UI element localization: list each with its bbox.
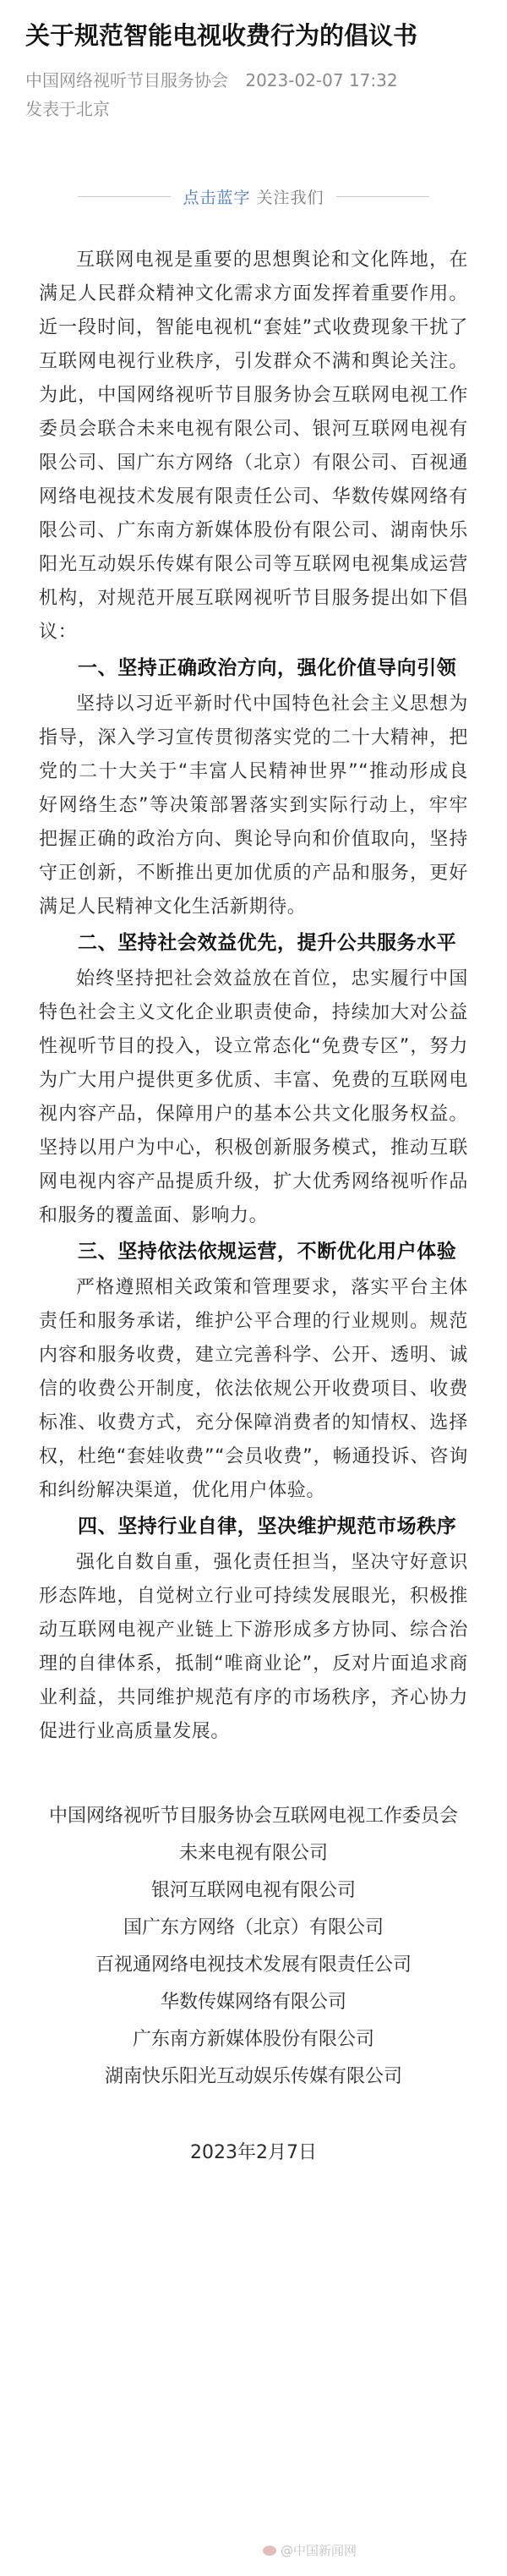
follow-action: 关注我们: [256, 188, 324, 207]
signatory: 中国网络视听节目服务协会互联网电视工作委员会: [48, 1806, 458, 1827]
section-heading-3: 三、坚持依法依规运营，不断优化用户体验: [78, 1241, 457, 1263]
article-title: 关于规范智能电视收费行为的倡议书: [25, 21, 418, 50]
article-time: 2023-02-07 17:32: [245, 70, 398, 90]
watermark: [263, 2541, 357, 2559]
watermark-text: @中国新闻网: [280, 2543, 357, 2558]
signatory: 国广东方网络（北京）有限公司: [123, 1917, 384, 1938]
signatory: 百视通网络电视技术发展有限责任公司: [95, 1954, 412, 1976]
section-paragraph-2: 始终坚持把社会效益放在首位，忠实履行中国特色社会主义文化企业职责使命，持续加大对公益性视听节目的投入，设立常态化“免费专区”，努力为广大用户提供更多优质、丰富、免费的互联网电视内容产品，保障用户的基本公共文化服务权益。坚持以用户为中心，积极创新服务模式，推动互联网电视内容产品提质升级，扩大优秀网络视听作品和服务的覆盖面、影响力。: [39, 968, 468, 1226]
section-paragraph-1: 坚持以习近平新时代中国特色社会主义思想为指导，深入学习宣传贯彻落实党的二十大精神，把党的二十大关于“丰富人民精神世界”“推动形成良好网络生态”等决策部署落实到实际行动上，牢牢把握正确的政治方向、舆论导向和价值取向，坚持守正创新，不断推出更加优质的产品和服务，更好满足人民精神文化生活新期待。: [39, 693, 468, 918]
spacer: [0, 1749, 507, 1798]
article-source[interactable]: 中国网络视听节目服务协会: [25, 70, 228, 90]
signatory: 未来电视有限公司: [178, 1843, 328, 1864]
section-paragraph-3: 严格遵照相关政策和管理要求，落实平台主体责任和服务承诺，维护公平合理的行业规则。规范内容和服务收费，建立完善科学、公开、透明、诚信的收费公开制度，依法依规公开收费项目、收费标准、收费方式，充分保障消费者的知情权、选择权，杜绝“套娃收费”“会员收费”，畅通投诉、咨询和纠纷解决渠道，优化用户体验。: [39, 1277, 468, 1501]
signatory: 华数传媒网络有限公司: [160, 1992, 346, 2013]
follow-bar[interactable]: [0, 179, 507, 213]
follow-prefix: 点击蓝字: [183, 188, 251, 207]
signing-date: 2023年2月7日: [190, 2142, 317, 2163]
section-paragraph-4: 强化自数自重，强化责任担当，坚决守好意识形态阵地，自觉树立行业可持续发展眼光，积极推动互联网电视产业链上下游形成多方协同、综合治理的自律体系，抵制“唯商业论”，反对片面追求商业利益，共同维护规范有序的市场秩序，齐心协力促进行业高质量发展。: [39, 1552, 468, 1742]
weibo-icon: [263, 2546, 276, 2556]
signatory: 湖南快乐阳光互动娱乐传媒有限公司: [104, 2066, 402, 2087]
divider-right: [336, 196, 429, 197]
signatory: 广东南方新媒体股份有限公司: [132, 2029, 374, 2050]
section-heading-4: 四、坚持行业自律，坚决维护规范市场秩序: [78, 1515, 457, 1537]
follow-text[interactable]: [183, 185, 324, 208]
section-heading-1: 一、坚持正确政治方向，强化价值导向引领: [78, 657, 457, 679]
signatory: 银河互联网电视有限公司: [150, 1880, 356, 1901]
signatories: [0, 1798, 507, 2096]
article-location: 发表于北京: [25, 99, 110, 119]
intro-paragraph: 互联网电视是重要的思想舆论和文化阵地，在满足人民群众精神文化需求方面发挥着重要作用。近一段时间，智能电视机“套娃”式收费现象干扰了互联网电视行业秩序，引发群众不满和舆论关注。为此，中国网络视听节目服务协会互联网电视工作委员会联合未来电视有限公司、银河互联网电视有限公司、国广东方网络（北京）有限公司、百视通网络电视技术发展有限责任公司、华数传媒网络有限公司、广东南方新媒体股份有限公司、湖南快乐阳光互动娱乐传媒有限公司等互联网电视集成运营机构，对规范开展互联网视听节目服务提出如下倡议：: [39, 249, 468, 643]
article-meta: [0, 52, 507, 93]
divider-left: [78, 196, 171, 197]
article-body: [0, 213, 507, 1749]
section-heading-2: 二、坚持社会效益优先，提升公共服务水平: [78, 932, 457, 954]
